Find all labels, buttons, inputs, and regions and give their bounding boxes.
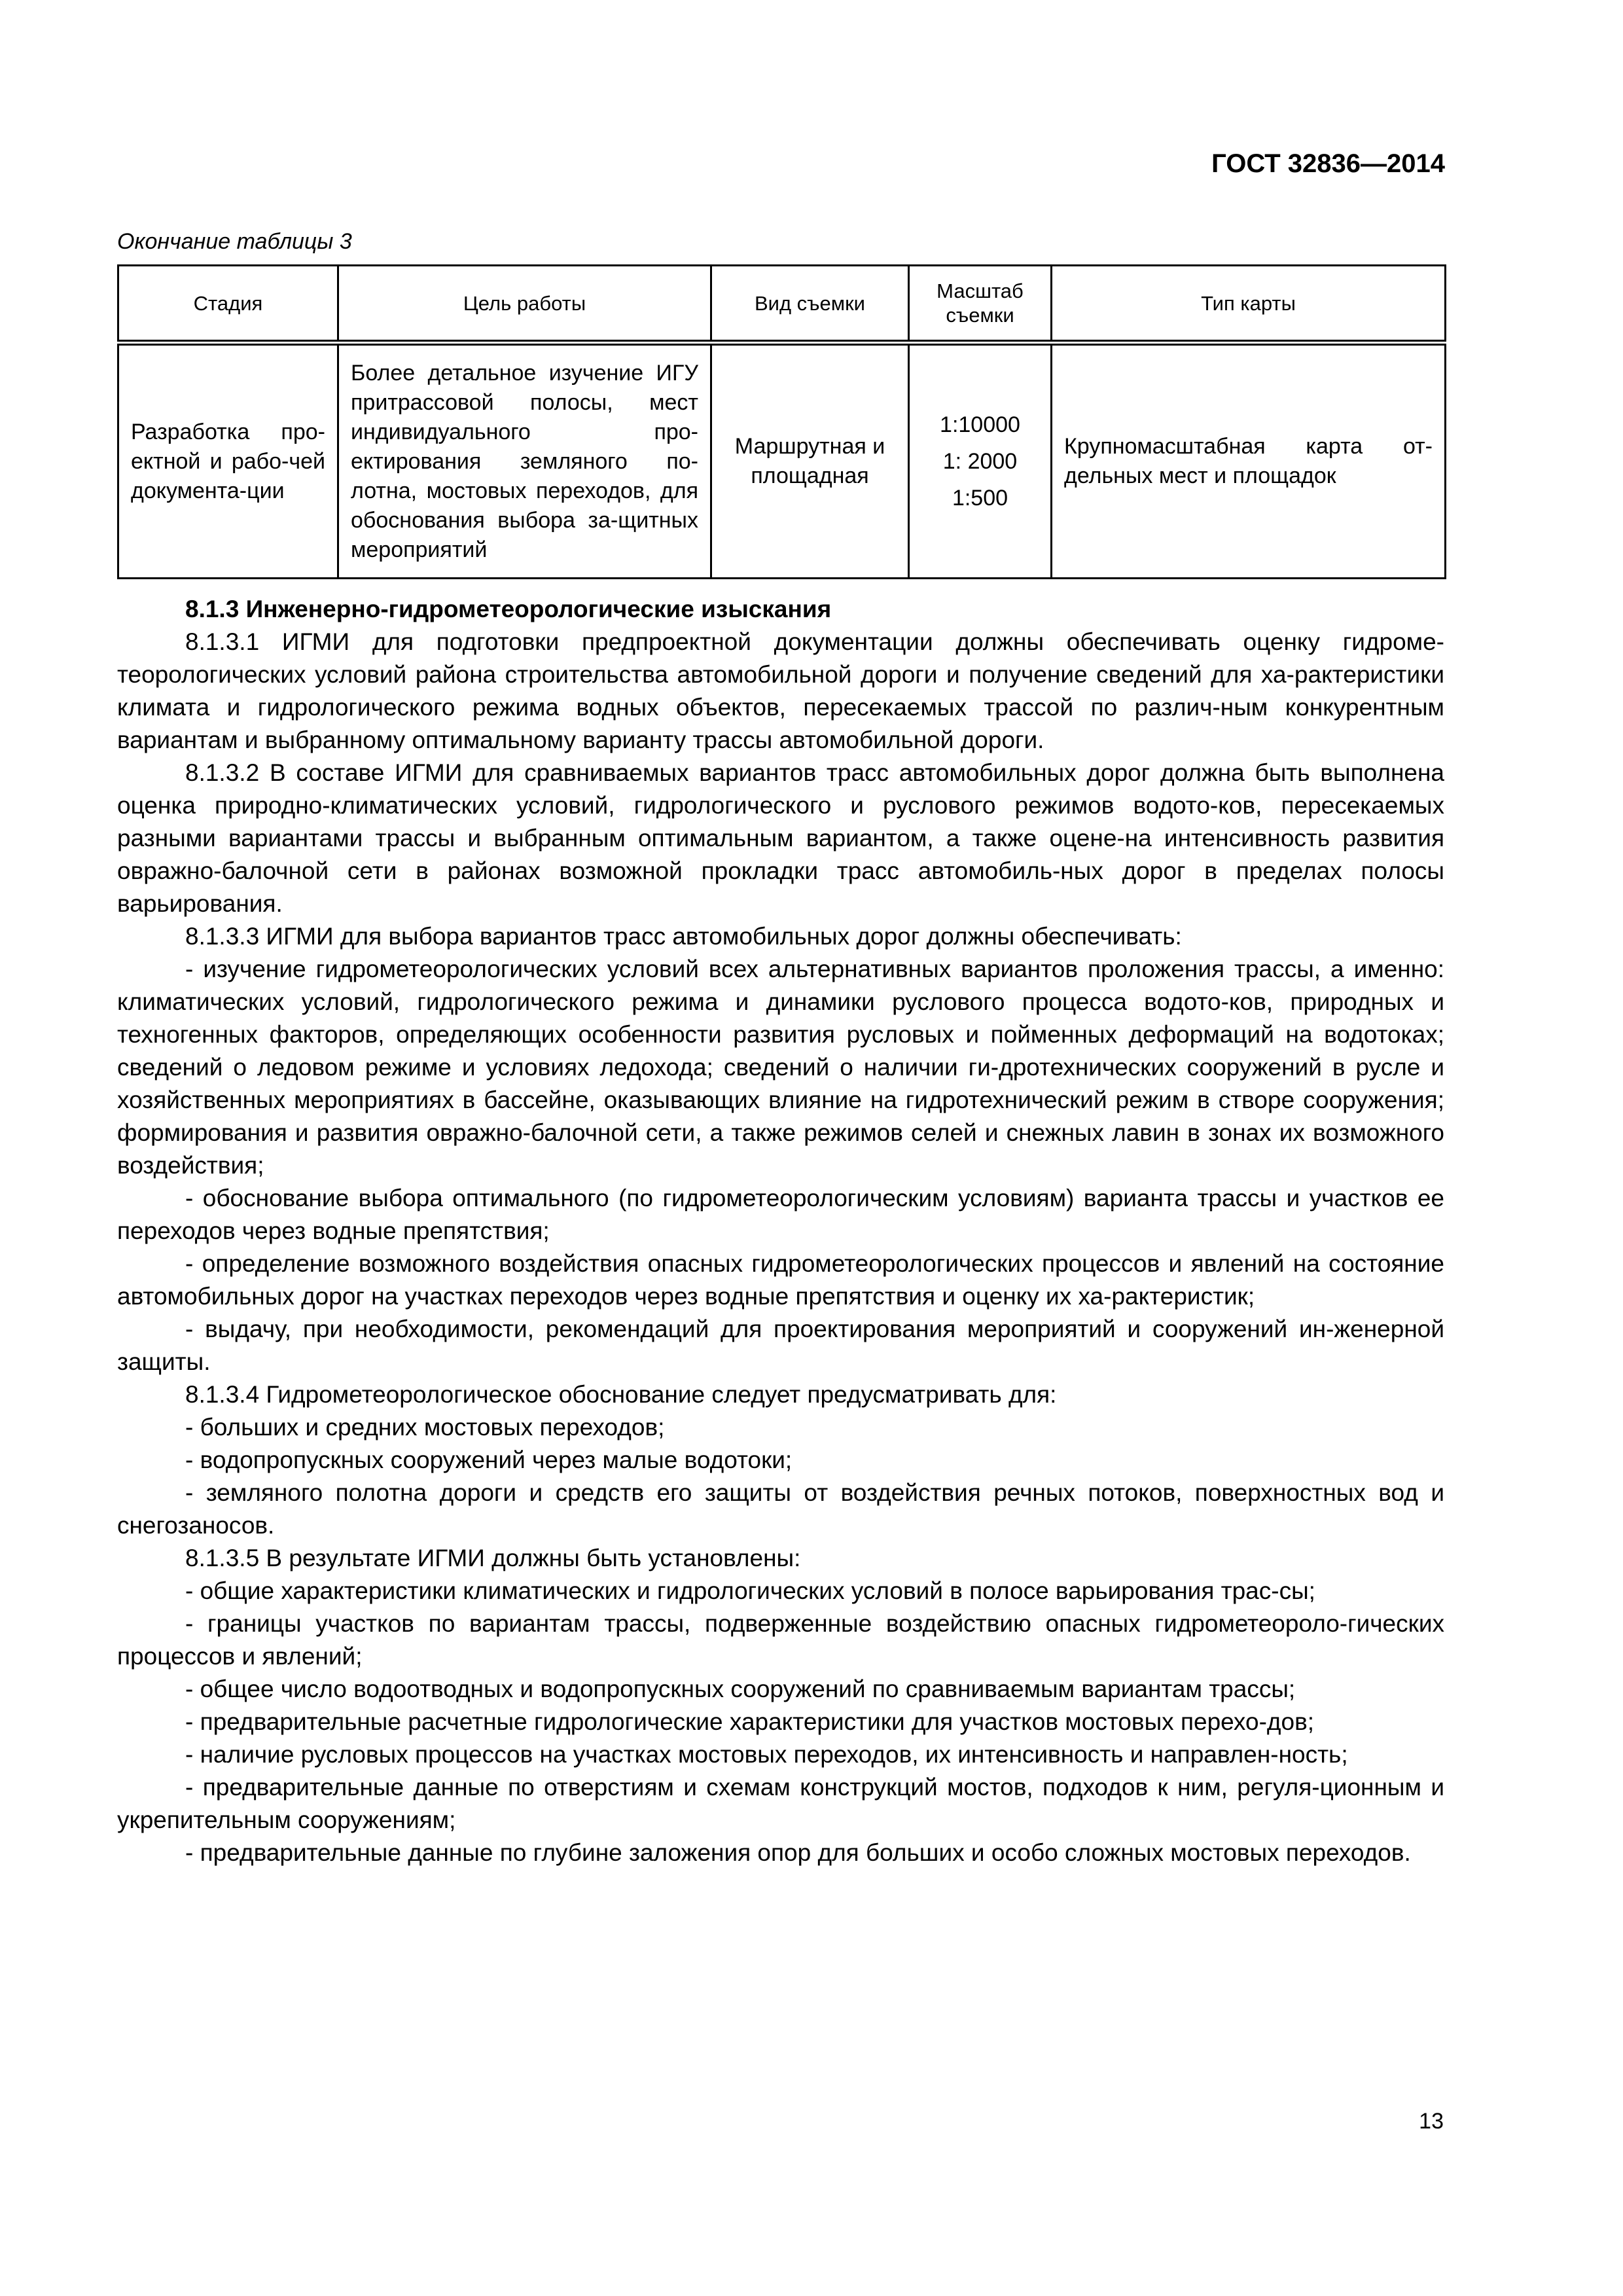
list-item: - границы участков по вариантам трассы, подверженные воздействию опасных гидрометеороло-гических процессов и явлений;	[117, 1610, 1444, 1670]
scale-value: 1:500	[952, 486, 1008, 511]
list-item: - предварительные данные по глубине заложения опор для больших и особо сложных мостовых переходов.	[185, 1839, 1411, 1866]
cell-survey-type: Маршрутная и площадная	[711, 343, 909, 579]
list-item: - общие характеристики климатических и гидрологических условий в полосе варьирования трас-сы;	[185, 1577, 1315, 1604]
page-number: 13	[1419, 2109, 1444, 2134]
list-item: - предварительные расчетные гидрологические характеристики для участков мостовых перехо-дов;	[185, 1708, 1314, 1735]
column-header-map-type: Тип карты	[1052, 266, 1446, 343]
body-text	[117, 593, 1444, 1869]
list-item: - предварительные данные по отверстиям и схемам конструкций мостов, подходов к ним, регуля-ционным и укрепительным сооружениям;	[117, 1774, 1444, 1833]
table-row	[118, 343, 1446, 579]
cell-goal: Более детальное изучение ИГУ притрассовой полосы, мест индивидуального про-ектирования земляного по-лотна, мостовых переходов, для обоснования выбора за-щитных мероприятий	[338, 343, 711, 579]
table-caption: Окончание таблицы 3	[117, 229, 352, 254]
table-header-row	[118, 266, 1446, 343]
list-item: - изучение гидрометеорологических условий всех альтернативных вариантов проложения трассы, а именно: климатических условий, гидрологического режима и динамики руслового процесса водото-ков, природных и техногенных факторов, определяющих особенности развития русловых и пойменных деформаций на водотоках; сведений о ледовом режиме и условиях ледохода; сведений о наличии ги-дротехнических сооружений в русле и хозяйственных мероприятиях в бассейне, оказывающих влияние на гидротехнический режим в створе сооружения; формирования и развития овражно-балочной сети, а также режимов селей и снежных лавин в зонах их возможного воздействия;	[117, 956, 1444, 1179]
cell-stage: Разработка про-ектной и рабо-чей документа-ции	[118, 343, 338, 579]
scale-value: 1:10000	[940, 412, 1020, 437]
paragraph: 8.1.3.1 ИГМИ для подготовки предпроектной документации должны обеспечивать оценку гидроме-теорологических условий района строительства автомобильной дороги и получение сведений для ха-рактеристики климата и гидрологического режима водных объектов, пересекаемых трассой по различ-ным конкурентным вариантам и выбранному оптимальному варианту трассы автомобильной дороги.	[117, 628, 1444, 753]
list-item: - больших и средних мостовых переходов;	[185, 1414, 665, 1441]
section-heading: 8.1.3 Инженерно-гидрометеорологические изыскания	[185, 596, 832, 622]
paragraph: 8.1.3.4 Гидрометеорологическое обоснование следует предусматривать для:	[185, 1381, 1057, 1408]
list-item: - водопропускных сооружений через малые водотоки;	[185, 1446, 793, 1473]
list-item: - обоснование выбора оптимального (по гидрометеорологическим условиям) варианта трассы и участков ее переходов через водные препятствия;	[117, 1185, 1444, 1244]
column-header-stage: Стадия	[118, 266, 338, 343]
paragraph: 8.1.3.3 ИГМИ для выбора вариантов трасс автомобильных дорог должны обеспечивать:	[185, 923, 1182, 950]
list-item: - выдачу, при необходимости, рекомендаций для проектирования мероприятий и сооружений ин-женерной защиты.	[117, 1316, 1444, 1375]
list-item: - определение возможного воздействия опасных гидрометеорологических процессов и явлений на состояние автомобильных дорог на участках переходов через водные препятствия и оценку их ха-рактеристик;	[117, 1250, 1444, 1310]
paragraph: 8.1.3.5 В результате ИГМИ должны быть установлены:	[185, 1545, 801, 1571]
column-header-survey-type: Вид съемки	[711, 266, 909, 343]
list-item: - наличие русловых процессов на участках мостовых переходов, их интенсивность и направлен-ность;	[185, 1741, 1348, 1768]
document-code: ГОСТ 32836—2014	[1211, 149, 1445, 178]
scale-value: 1: 2000	[942, 449, 1018, 474]
list-item: - земляного полотна дороги и средств его защиты от воздействия речных потоков, поверхностных вод и снегозаносов.	[117, 1479, 1444, 1539]
paragraph: 8.1.3.2 В составе ИГМИ для сравниваемых вариантов трасс автомобильных дорог должна быть выполнена оценка природно-климатических условий, гидрологического и руслового режимов водото-ков, пересекаемых разными вариантами трассы и выбранным оптимальным вариантом, а также оцене-на интенсивность развития овражно-балочной сети в районах возможной прокладки трасс автомобиль-ных дорог в пределах полосы варьирования.	[117, 759, 1444, 917]
column-header-goal: Цель работы	[338, 266, 711, 343]
cell-scales	[909, 343, 1052, 579]
cell-map-type: Крупномасштабная карта от-дельных мест и площадок	[1052, 343, 1446, 579]
column-header-scale: Масштаб съемки	[909, 266, 1052, 343]
stages-table	[117, 264, 1446, 579]
list-item: - общее число водоотводных и водопропускных сооружений по сравниваемым вариантам трассы;	[185, 1676, 1296, 1702]
